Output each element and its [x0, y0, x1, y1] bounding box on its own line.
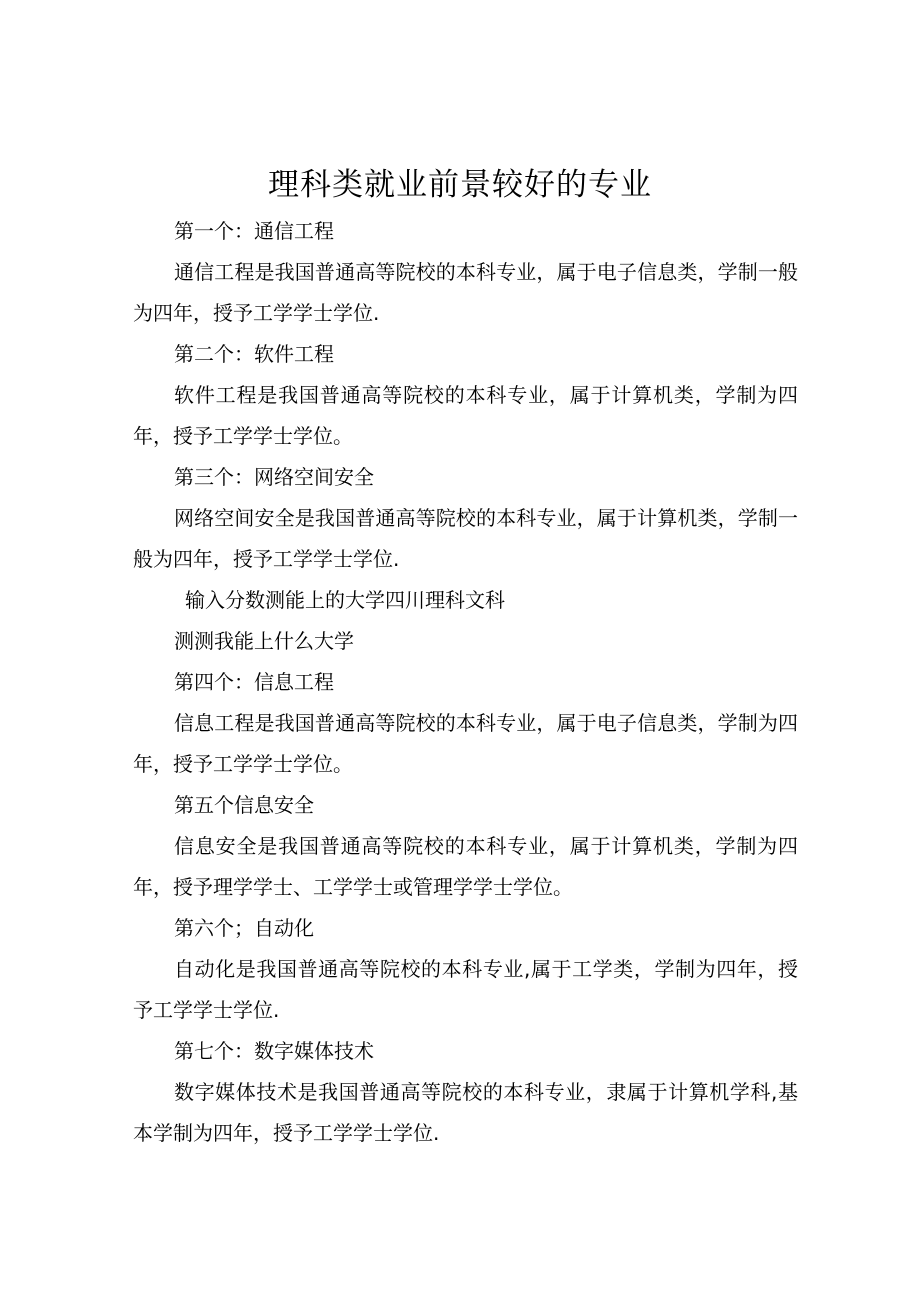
- section-text-5: 信息安全是我国普通高等院校的本科专业，属于计算机类，学制为四年，授予理学学士、工学学士或管理学学士学位。: [133, 834, 798, 899]
- section-text-2: 软件工程是我国普通高等院校的本科专业，属于计算机类，学制为四年，授予工学学士学位。: [133, 383, 798, 448]
- document-title: 理科类就业前景较好的专业: [268, 167, 652, 203]
- section-heading-1: 第一个：通信工程: [174, 219, 334, 243]
- section-heading-3: 第三个：网络空间安全: [174, 465, 374, 489]
- section-text-6: 自动化是我国普通高等院校的本科专业,属于工学类，学制为四年，授予工学学士学位.: [133, 957, 798, 1022]
- section-heading-5: 第五个信息安全: [174, 793, 314, 817]
- section-text-1: 通信工程是我国普通高等院校的本科专业，属于电子信息类，学制一般为四年，授予工学学士学位.: [133, 260, 798, 325]
- section-heading-6: 第六个；自动化: [174, 916, 314, 940]
- section-heading-7: 第七个：数字媒体技术: [174, 1039, 374, 1063]
- university-test-line: 测测我能上什么大学: [174, 629, 354, 653]
- section-text-3: 网络空间安全是我国普通高等院校的本科专业，属于计算机类，学制一般为四年，授予工学学士学位.: [133, 506, 798, 571]
- section-text-4: 信息工程是我国普通高等院校的本科专业，属于电子信息类，学制为四年，授予工学学士学位。: [133, 711, 798, 776]
- section-heading-4: 第四个：信息工程: [174, 670, 334, 694]
- section-text-7: 数字媒体技术是我国普通高等院校的本科专业，隶属于计算机学科,基本学制为四年，授予工学学士学位.: [133, 1080, 798, 1145]
- score-prompt-line: 输入分数测能上的大学四川理科文科: [185, 588, 505, 612]
- document-body: [133, 211, 798, 1154]
- section-heading-2: 第二个：软件工程: [174, 342, 334, 366]
